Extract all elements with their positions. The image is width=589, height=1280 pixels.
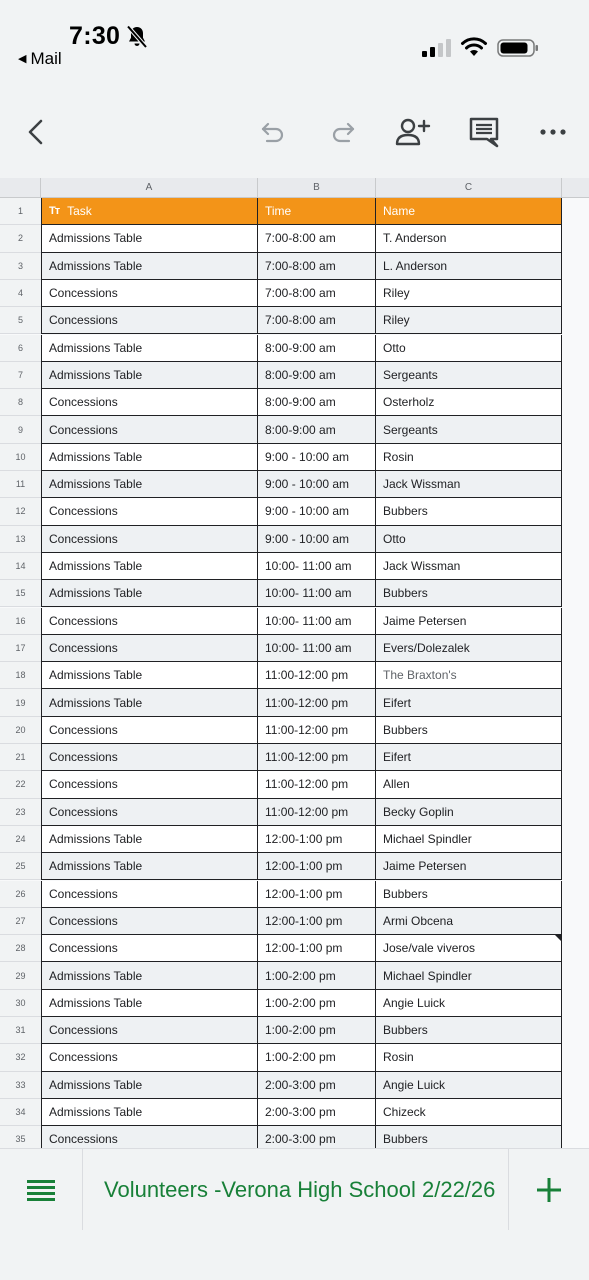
status-bar [0,0,589,80]
back-to-app-link[interactable] [18,49,62,69]
cell-task[interactable]: Admissions Table [41,225,258,252]
cell-task[interactable]: Concessions [41,1126,258,1148]
row-number[interactable]: 17 [0,635,41,662]
cell-name[interactable]: Angie Luick [376,990,562,1017]
row-number[interactable]: 10 [0,444,41,471]
cell-task[interactable]: Admissions Table [41,444,258,471]
table-row [0,744,589,771]
table-row [0,389,589,416]
row-number[interactable]: 13 [0,526,41,553]
add-sheet-button[interactable] [508,1149,589,1231]
redo-button[interactable] [325,114,361,150]
sheet-list-icon [27,1179,55,1201]
cell-name[interactable]: T. Anderson [376,225,562,252]
cell-task[interactable]: Concessions [41,307,258,334]
cell-task[interactable]: Concessions [41,717,258,744]
cell-name[interactable]: Sergeants [376,362,562,389]
row-number[interactable]: 3 [0,253,41,280]
cell-name[interactable]: L. Anderson [376,253,562,280]
battery-icon [497,38,539,58]
cell-task[interactable]: Concessions [41,1044,258,1071]
cell-task[interactable]: Concessions [41,771,258,798]
cell-task[interactable]: Admissions Table [41,253,258,280]
cell-name[interactable]: Jaime Petersen [376,853,562,880]
cell-time[interactable]: 10:00- 11:00 am [258,553,376,580]
table-row [0,553,589,580]
cell-time[interactable]: 1:00-2:00 pm [258,962,376,989]
table-row [0,471,589,498]
back-triangle-icon: ◀ [18,53,27,65]
cell-task[interactable]: Concessions [41,881,258,908]
cell-time[interactable]: 12:00-1:00 pm [258,826,376,853]
cell-name[interactable]: Bubbers [376,1017,562,1044]
cell-name[interactable]: Jack Wissman [376,553,562,580]
cell-name[interactable]: Bubbers [376,717,562,744]
row-number[interactable]: 28 [0,935,41,962]
undo-icon [259,118,287,146]
table-row [0,853,589,880]
cell-name[interactable]: Angie Luick [376,1072,562,1099]
cell-time[interactable]: 9:00 - 10:00 am [258,444,376,471]
table-row [0,1126,589,1148]
row-number[interactable]: 14 [0,553,41,580]
cell-task[interactable]: Concessions [41,799,258,826]
table-row [0,1044,589,1071]
cell-name[interactable]: Rosin [376,1044,562,1071]
cell-name[interactable]: Bubbers [376,580,562,607]
row-number[interactable]: 21 [0,744,41,771]
comment-icon [468,116,500,148]
table-row [0,253,589,280]
column-header-b[interactable]: B [258,178,376,198]
row-number[interactable]: 22 [0,771,41,798]
cell-name[interactable]: Evers/Dolezalek [376,635,562,662]
row-number[interactable]: 23 [0,799,41,826]
row-number[interactable]: 35 [0,1126,41,1148]
table-row [0,362,589,389]
row-number[interactable]: 30 [0,990,41,1017]
cell-time[interactable]: 12:00-1:00 pm [258,853,376,880]
cell-task[interactable]: Concessions [41,498,258,525]
table-row [0,608,589,635]
more-horizontal-icon [540,128,566,136]
person-add-icon [395,117,431,147]
cell-time[interactable]: 7:00-8:00 am [258,253,376,280]
table-row [0,717,589,744]
row-number[interactable]: 18 [0,662,41,689]
spreadsheet-grid[interactable] [0,178,589,1148]
cell-time[interactable]: 10:00- 11:00 am [258,580,376,607]
cell-name[interactable]: Michael Spindler [376,826,562,853]
cell-name[interactable]: Name [376,198,562,225]
cell-name[interactable]: Jaime Petersen [376,608,562,635]
table-row [0,962,589,989]
cell-time[interactable]: 8:00-9:00 am [258,416,376,443]
cell-time[interactable]: 12:00-1:00 pm [258,908,376,935]
back-button[interactable] [17,114,53,150]
row-number[interactable]: 9 [0,416,41,443]
status-time: 7:30 [69,22,121,50]
cell-time[interactable]: 9:00 - 10:00 am [258,526,376,553]
cell-time[interactable]: 11:00-12:00 pm [258,689,376,716]
cell-task[interactable]: Concessions [41,1017,258,1044]
undo-button[interactable] [255,114,291,150]
row-number[interactable]: 7 [0,362,41,389]
cell-time[interactable]: 7:00-8:00 am [258,307,376,334]
table-row [0,1099,589,1126]
table-row [0,280,589,307]
row-number[interactable]: 12 [0,498,41,525]
cell-name[interactable]: Otto [376,335,562,362]
cell-task[interactable]: Admissions Table [41,826,258,853]
cell-name[interactable]: Jack Wissman [376,471,562,498]
cellular-signal-icon [422,38,452,58]
cell-task[interactable]: Concessions [41,635,258,662]
table-row [0,1017,589,1044]
row-number[interactable]: 33 [0,1072,41,1099]
cell-time[interactable]: 8:00-9:00 am [258,362,376,389]
home-indicator-area [0,1230,589,1280]
cell-task[interactable]: Admissions Table [41,335,258,362]
text-format-icon: Tт [49,205,60,218]
cell-time[interactable]: 11:00-12:00 pm [258,662,376,689]
all-sheets-button[interactable] [0,1149,83,1231]
cell-name[interactable]: Becky Goplin [376,799,562,826]
cell-time[interactable]: 2:00-3:00 pm [258,1072,376,1099]
cell-name[interactable]: Riley [376,280,562,307]
row-number[interactable]: 34 [0,1099,41,1126]
row-number[interactable]: 32 [0,1044,41,1071]
cell-task[interactable]: Admissions Table [41,471,258,498]
table-row [0,826,589,853]
row-number[interactable]: 26 [0,881,41,908]
table-row [0,580,589,607]
cell-name[interactable]: Otto [376,526,562,553]
cell-time[interactable]: 1:00-2:00 pm [258,1044,376,1071]
cell-name[interactable]: Riley [376,307,562,334]
cell-name[interactable]: Osterholz [376,389,562,416]
row-number[interactable]: 4 [0,280,41,307]
select-all-corner[interactable] [0,178,41,198]
cell-task[interactable]: Concessions [41,280,258,307]
cell-task[interactable]: Admissions Table [41,853,258,880]
cell-task[interactable] [41,198,258,225]
cell-time[interactable]: 11:00-12:00 pm [258,744,376,771]
cell-task[interactable]: Admissions Table [41,1072,258,1099]
plus-icon [536,1177,562,1203]
row-number[interactable]: 20 [0,717,41,744]
cell-task[interactable]: Admissions Table [41,689,258,716]
cell-name[interactable]: Allen [376,771,562,798]
row-number[interactable]: 15 [0,580,41,607]
cell-time[interactable]: Time [258,198,376,225]
table-row [0,908,589,935]
cell-time[interactable]: 11:00-12:00 pm [258,771,376,798]
table-row [0,1072,589,1099]
cell-task[interactable]: Concessions [41,608,258,635]
table-row [0,498,589,525]
table-row [0,635,589,662]
cell-task[interactable]: Concessions [41,935,258,962]
cell-text: Jose/vale viveros [383,941,476,956]
share-button[interactable] [395,114,431,150]
chevron-left-icon [25,118,45,146]
header-row [0,198,589,225]
cell-time[interactable]: 11:00-12:00 pm [258,799,376,826]
cell-time[interactable]: 12:00-1:00 pm [258,935,376,962]
cell-name[interactable]: Eifert [376,689,562,716]
cell-time[interactable]: 8:00-9:00 am [258,389,376,416]
cell-time[interactable]: 7:00-8:00 am [258,225,376,252]
cell-time[interactable]: 7:00-8:00 am [258,280,376,307]
column-header-a[interactable]: A [41,178,258,198]
table-row [0,689,589,716]
cell-name[interactable]: Bubbers [376,1126,562,1148]
table-row [0,444,589,471]
cell-name[interactable]: Chizeck [376,1099,562,1126]
row-number[interactable]: 27 [0,908,41,935]
cell-task[interactable]: Admissions Table [41,662,258,689]
cell-task[interactable]: Concessions [41,389,258,416]
table-row [0,881,589,908]
cell-name[interactable]: The Braxton's [376,662,562,689]
column-header-c[interactable]: C [376,178,562,198]
column-header-row [0,178,589,198]
table-row [0,799,589,826]
cell-task[interactable]: Admissions Table [41,990,258,1017]
cell-task[interactable]: Concessions [41,744,258,771]
row-number[interactable]: 16 [0,608,41,635]
bell-slash-icon [126,25,148,49]
table-row [0,771,589,798]
cell-name[interactable] [376,935,562,962]
cell-name[interactable]: Eifert [376,744,562,771]
cell-time[interactable]: 11:00-12:00 pm [258,717,376,744]
wifi-icon [460,36,488,58]
row-number[interactable]: 5 [0,307,41,334]
cell-text: Task [67,204,92,219]
row-number[interactable]: 8 [0,389,41,416]
toolbar [0,80,589,178]
row-number[interactable]: 11 [0,471,41,498]
table-row [0,662,589,689]
cell-name[interactable]: Bubbers [376,881,562,908]
cell-task[interactable]: Admissions Table [41,1099,258,1126]
note-indicator-icon[interactable] [555,935,561,941]
cell-task[interactable]: Concessions [41,416,258,443]
redo-icon [329,118,357,146]
more-options-button[interactable] [535,114,571,150]
table-row [0,307,589,334]
cell-time[interactable]: 9:00 - 10:00 am [258,471,376,498]
cell-time[interactable]: 9:00 - 10:00 am [258,498,376,525]
cell-time[interactable]: 12:00-1:00 pm [258,881,376,908]
table-row [0,990,589,1017]
cell-task[interactable]: Concessions [41,526,258,553]
cell-task[interactable]: Admissions Table [41,362,258,389]
table-row [0,935,589,962]
row-number[interactable]: 2 [0,225,41,252]
row-number[interactable]: 25 [0,853,41,880]
back-app-label: Mail [30,49,62,68]
cell-name[interactable]: Armi Obcena [376,908,562,935]
cell-task[interactable]: Concessions [41,908,258,935]
sheet-tab-bar [0,1148,589,1230]
row-number[interactable]: 31 [0,1017,41,1044]
row-number[interactable]: 29 [0,962,41,989]
cell-time[interactable]: 10:00- 11:00 am [258,635,376,662]
cell-name[interactable]: Michael Spindler [376,962,562,989]
cell-time[interactable]: 8:00-9:00 am [258,335,376,362]
cell-task[interactable]: Admissions Table [41,553,258,580]
cell-name[interactable]: Bubbers [376,498,562,525]
table-row [0,416,589,443]
cell-time[interactable]: 10:00- 11:00 am [258,608,376,635]
sheet-tab-volunteers[interactable]: Volunteers -Verona High School 2/22/26 [104,1177,496,1202]
cell-task[interactable]: Admissions Table [41,580,258,607]
row-number[interactable]: 24 [0,826,41,853]
comments-button[interactable] [466,114,502,150]
cell-name[interactable]: Sergeants [376,416,562,443]
cell-time[interactable]: 1:00-2:00 pm [258,990,376,1017]
cell-time[interactable]: 2:00-3:00 pm [258,1099,376,1126]
row-number[interactable]: 19 [0,689,41,716]
table-row [0,225,589,252]
table-row [0,335,589,362]
cell-time[interactable]: 2:00-3:00 pm [258,1126,376,1148]
row-number[interactable]: 1 [0,198,41,225]
cell-task[interactable]: Admissions Table [41,962,258,989]
cell-name[interactable]: Rosin [376,444,562,471]
row-number[interactable]: 6 [0,335,41,362]
table-row [0,526,589,553]
cell-time[interactable]: 1:00-2:00 pm [258,1017,376,1044]
